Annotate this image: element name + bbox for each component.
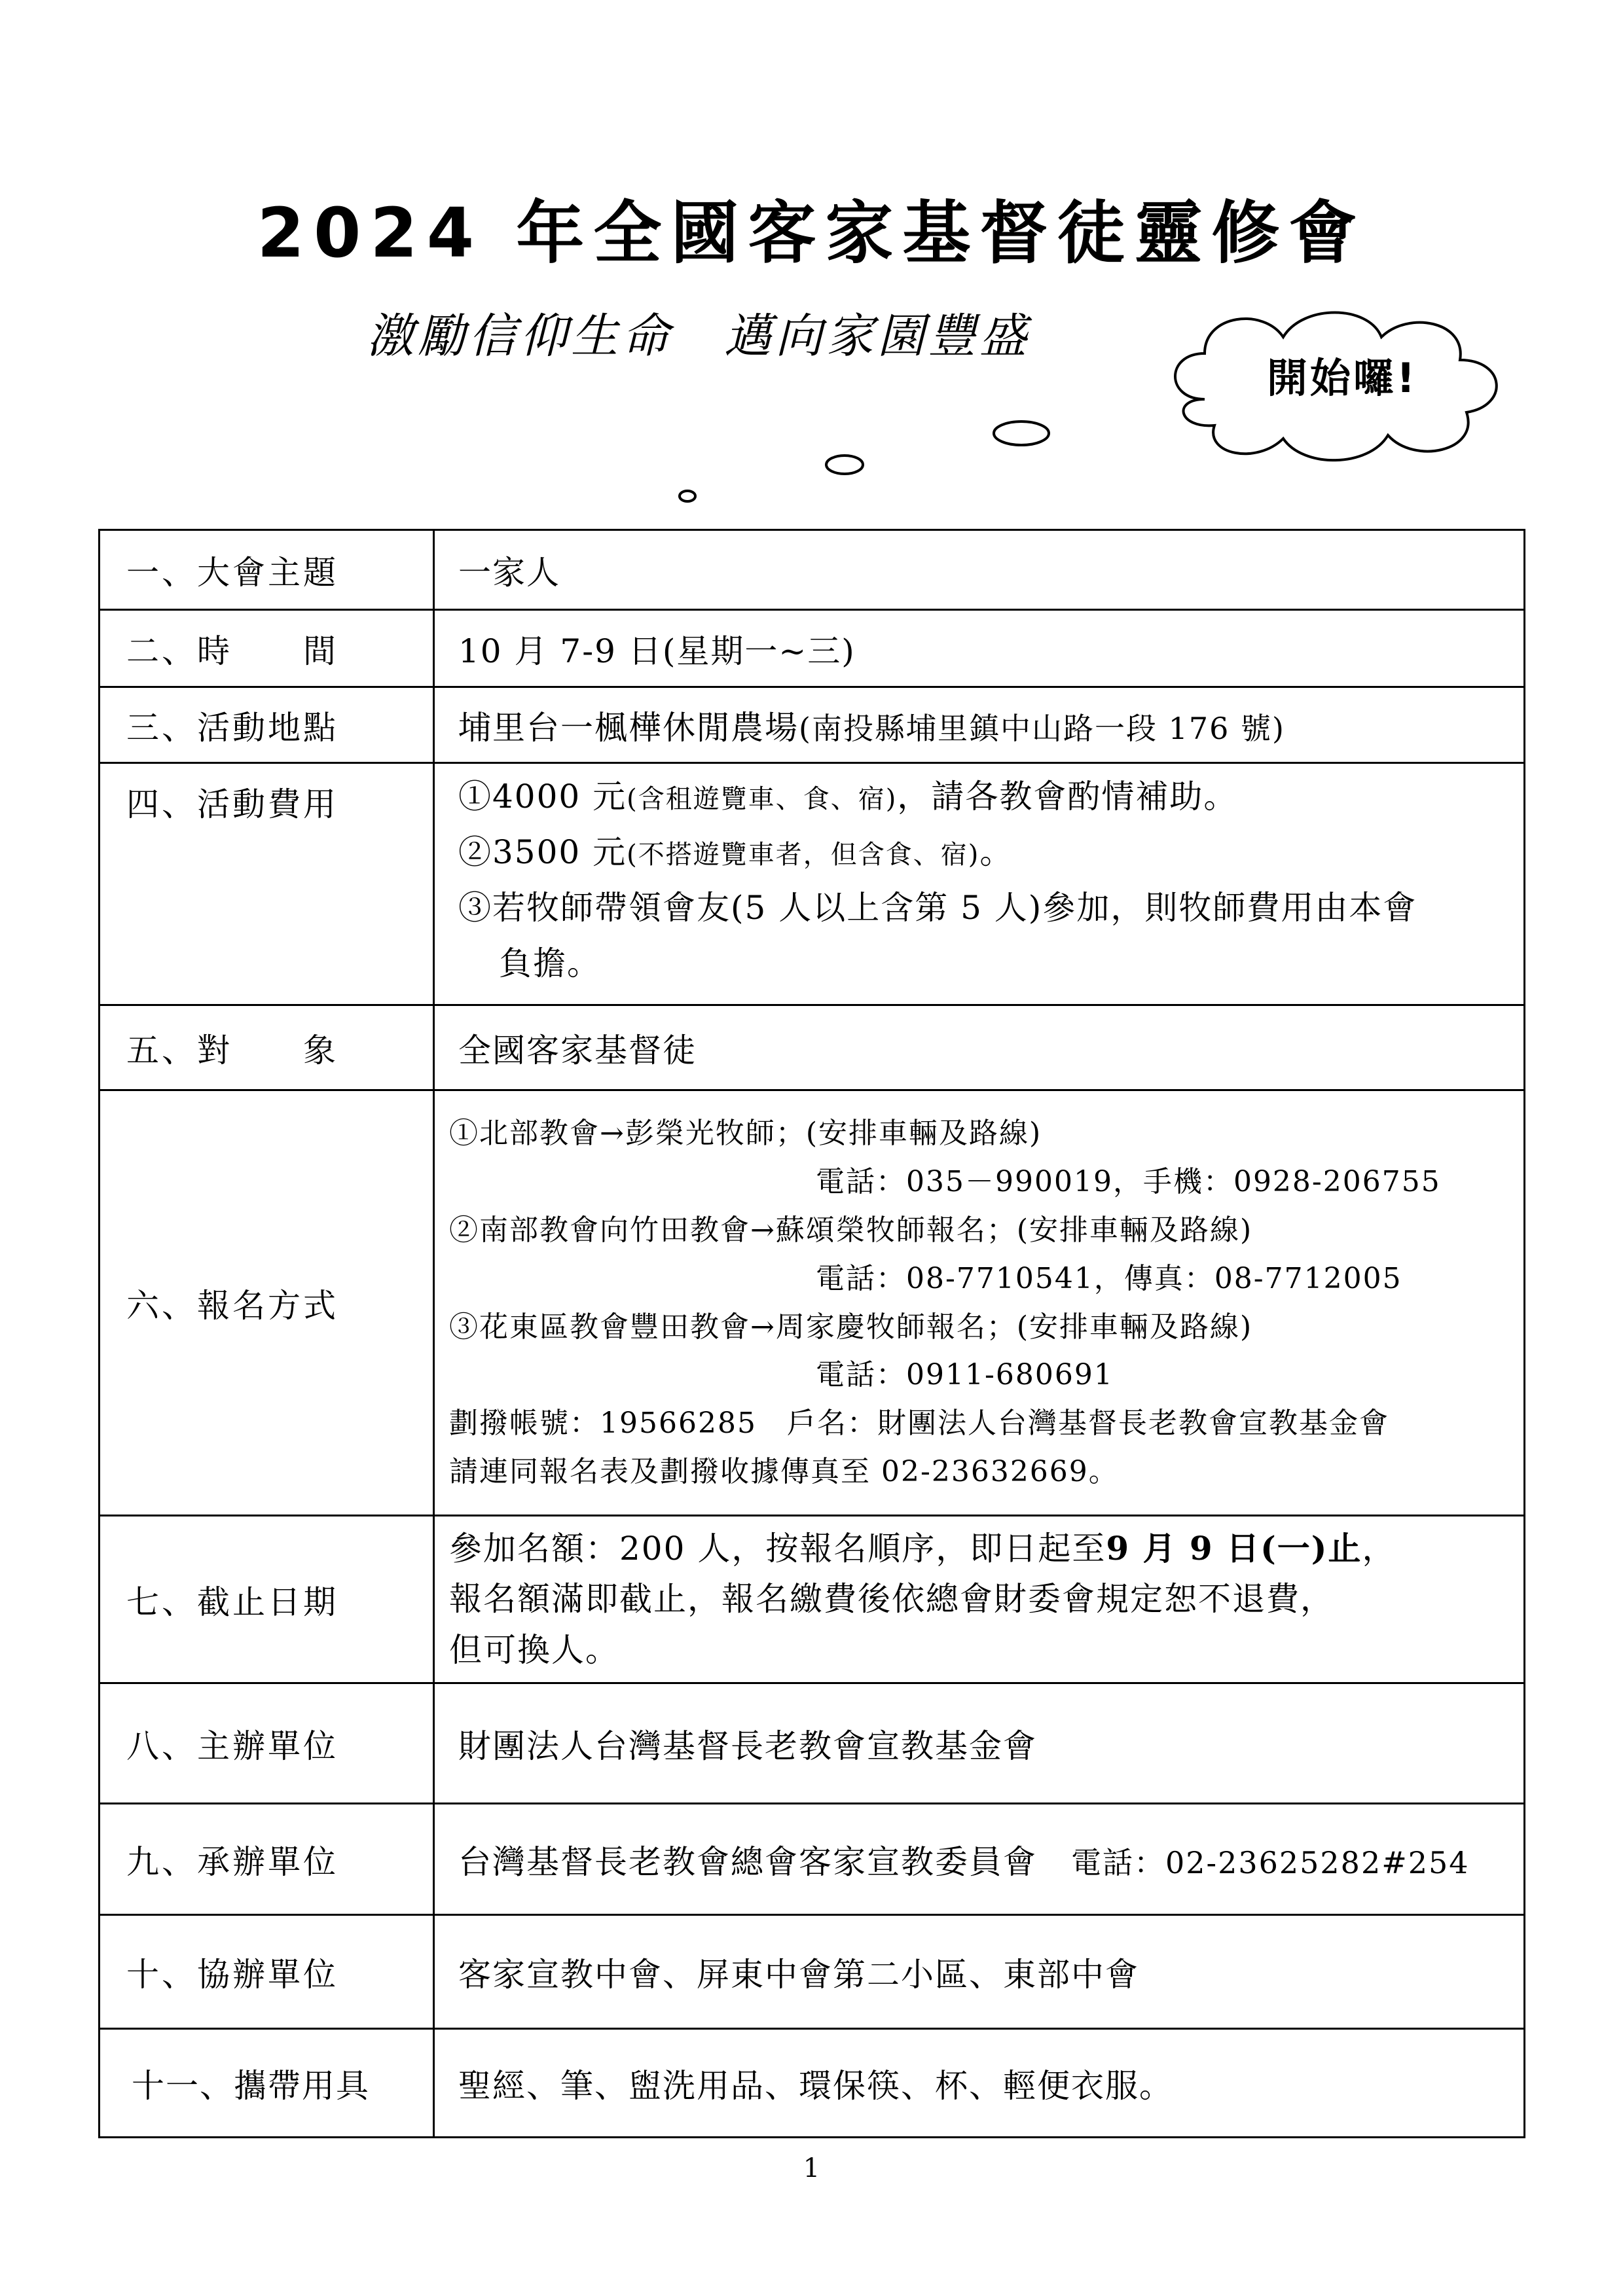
host-name: 台灣基督長老教會總會客家宣教委員會 <box>458 1842 1037 1881</box>
transfer-note: 但可換人。 <box>449 1630 619 1669</box>
account-info: 劃撥帳號：19566285 戶名：財團法人台灣基督長老教會宣教基金會 <box>449 1407 1389 1441</box>
host-phone: 電話：02-23625282#254 <box>1071 1844 1470 1880</box>
thought-bubbles-icon <box>655 412 1074 504</box>
fee-item-continued: 負擔。 <box>499 944 601 982</box>
deadline-info <box>434 1516 1525 1683</box>
theme-value: 一家人 <box>434 530 1525 610</box>
north-contact: ①北部教會→彭榮光牧師；(安排車輛及路線) <box>449 1116 1042 1150</box>
venue-name: 埔里台一楓樺休閒農場 <box>458 708 799 747</box>
venue-address: (南投縣埔里鎮中山路一段 176 號) <box>799 710 1285 746</box>
table-row <box>100 1090 1525 1516</box>
row-label: 五、對 象 <box>100 1005 434 1090</box>
fee-item: ①4000 元(含租遊覽車、食、宿)，請各教會酌情補助。 <box>458 778 1238 816</box>
co-organizer-value: 客家宣教中會、屏東中會第二小區、東部中會 <box>434 1915 1525 2029</box>
row-label: 九、承辦單位 <box>100 1804 434 1915</box>
table-row <box>100 1005 1525 1090</box>
cloud-text: 開始囉! <box>1267 354 1418 402</box>
fax-note: 請連同報名表及劃撥收據傳真至 02-23632669。 <box>449 1455 1119 1489</box>
table-row <box>100 1683 1525 1804</box>
south-phone: 電話：08-7710541，傳真：08-7712005 <box>816 1261 1402 1295</box>
page-number: 1 <box>803 2153 820 2183</box>
table-row <box>100 1804 1525 1915</box>
host-value <box>434 1804 1525 1915</box>
date-value: 10 月 7-9 日(星期一~三) <box>434 610 1525 687</box>
table-row <box>100 530 1525 610</box>
registration-info <box>434 1090 1525 1516</box>
fee-item: ②3500 元(不搭遊覽車者，但含食、宿)。 <box>458 833 1014 871</box>
deadline-line: 參加名額：200 人，按報名順序，即日起至9 月 9 日(一)止， <box>449 1528 1396 1568</box>
row-label: 三、活動地點 <box>100 687 434 763</box>
row-label: 六、報名方式 <box>100 1090 434 1516</box>
row-label: 七、截止日期 <box>100 1516 434 1683</box>
row-label: 一、大會主題 <box>100 530 434 610</box>
document-title: 2024 年全國客家基督徒靈修會 <box>257 193 1366 273</box>
organizer-value: 財團法人台灣基督長老教會宣教基金會 <box>434 1683 1525 1804</box>
row-label: 二、時 間 <box>100 610 434 687</box>
table-row <box>100 763 1525 1005</box>
north-phone: 電話：035－990019，手機：0928-206755 <box>816 1164 1441 1198</box>
table-row <box>100 2029 1525 2138</box>
fee-item: ③若牧師帶領會友(5 人以上含第 5 人)參加，則牧師費用由本會 <box>458 889 1417 927</box>
table-row <box>100 1516 1525 1683</box>
row-label: 四、活動費用 <box>100 763 434 1005</box>
venue-value <box>434 687 1525 763</box>
south-contact: ②南部教會向竹田教會→蘇頌榮牧師報名；(安排車輛及路線) <box>449 1213 1253 1247</box>
refund-policy: 報名額滿即截止，報名繳費後依總會財委會規定恕不退費， <box>449 1580 1334 1619</box>
table-row <box>100 687 1525 763</box>
table-row <box>100 1915 1525 2029</box>
east-contact: ③花東區教會豐田教會→周家慶牧師報名；(安排車輛及路線) <box>449 1310 1253 1344</box>
table-row <box>100 610 1525 687</box>
items-value: 聖經、筆、盥洗用品、環保筷、杯、輕便衣服。 <box>434 2029 1525 2138</box>
row-label: 八、主辦單位 <box>100 1683 434 1804</box>
row-label: 十一、攜帶用具 <box>100 2029 434 2138</box>
fee-list <box>434 763 1525 1005</box>
east-phone: 電話：0911-680691 <box>816 1358 1114 1392</box>
deadline-date: 9 月 9 日(一)止 <box>1106 1528 1362 1568</box>
audience-value: 全國客家基督徒 <box>434 1005 1525 1090</box>
info-table <box>98 529 1525 2138</box>
row-label: 十、協辦單位 <box>100 1915 434 2029</box>
document-subtitle: 激勵信仰生命 邁向家園豐盛 <box>367 308 1031 363</box>
